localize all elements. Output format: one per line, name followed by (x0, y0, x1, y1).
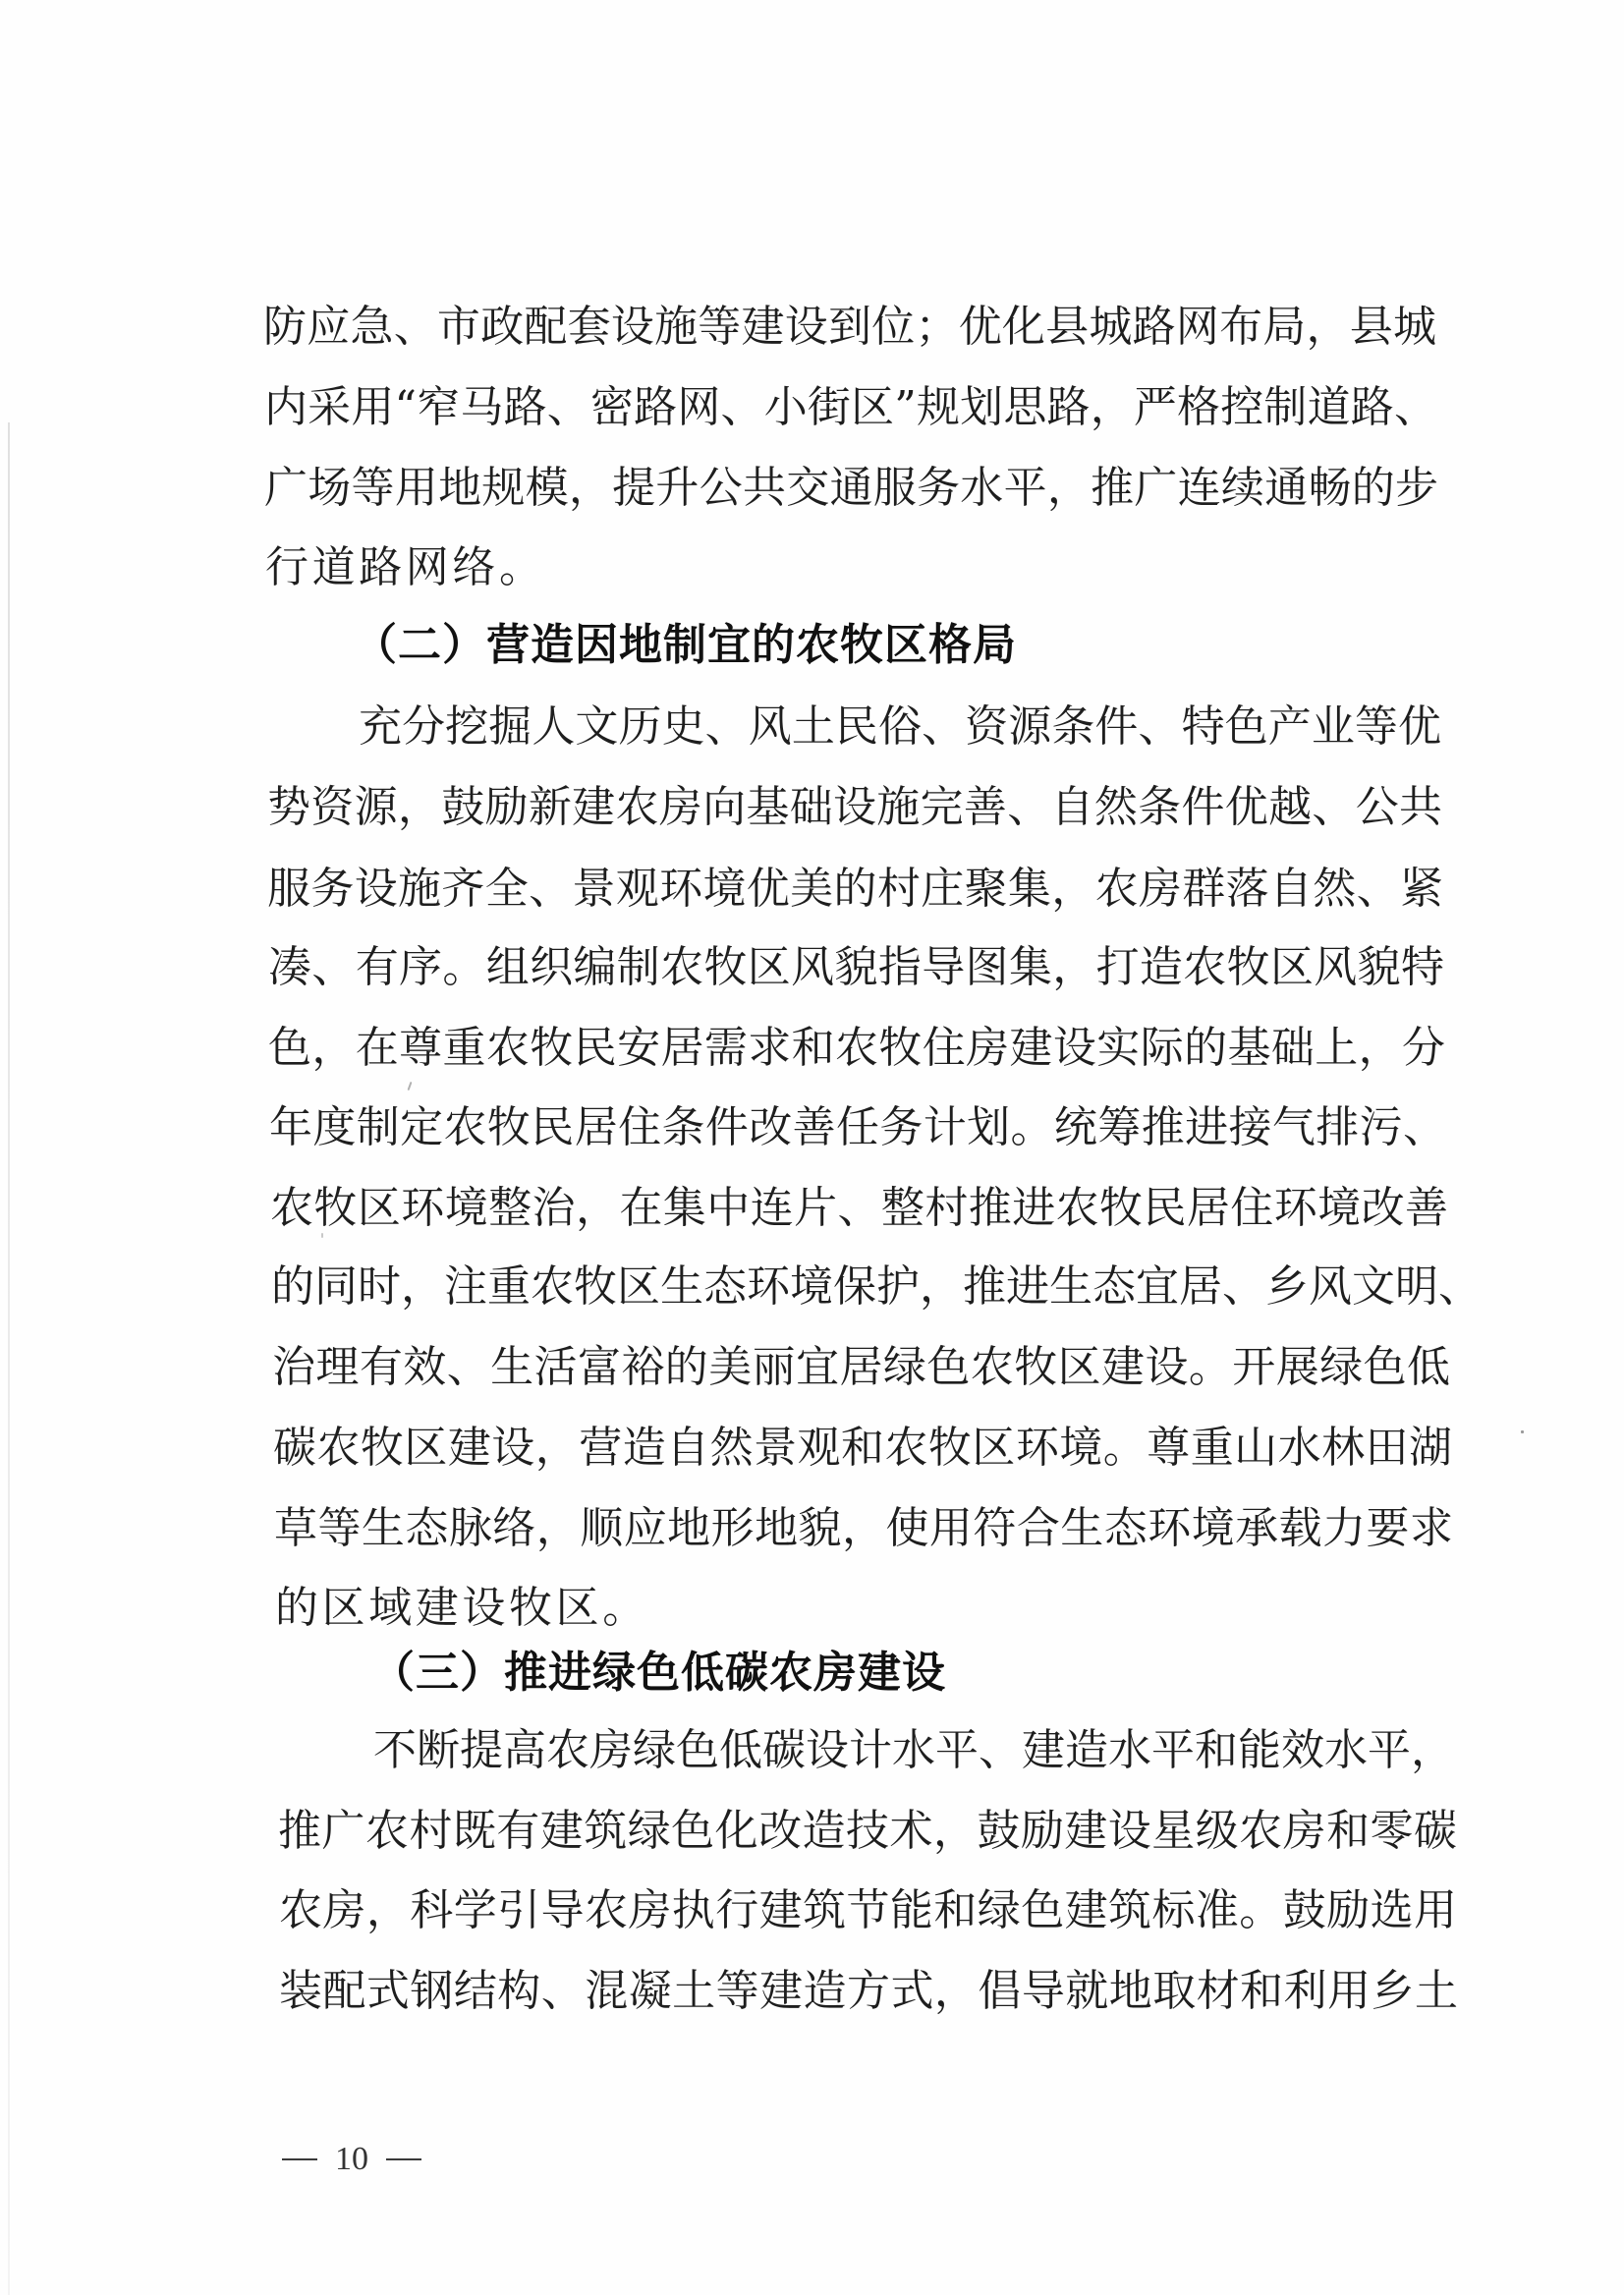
body-text-line: 凑、有序。组织编制农牧区风貌指导图集，打造农牧区风貌特 (268, 942, 1444, 992)
body-text-line: 广场等用地规模，提升公共交通服务水平，推广连续通畅的步 (264, 463, 1438, 513)
body-text-line: 充分挖掘人文历史、风土民俗、资源条件、特色产业等优 (359, 701, 1441, 752)
body-text-line: 行道路网络。 (265, 542, 546, 592)
dash-right (386, 2158, 421, 2160)
scan-speck (1521, 1430, 1524, 1433)
body-text-line: 治理有效、生活富裕的美丽宜居绿色农牧区建设。开展绿色低 (272, 1342, 1450, 1392)
section-heading-3: （三）推进绿色低碳农房建设 (371, 1648, 946, 1698)
body-text-line: 服务设施齐全、景观环境优美的村庄聚集，农房群落自然、紧 (267, 864, 1443, 914)
body-text-line: 势资源，鼓励新建农房向基础设施完善、自然条件优越、公共 (267, 782, 1442, 832)
body-text-line: 色，在尊重农牧民安居需求和农牧住房建设实际的基础上，分 (268, 1023, 1445, 1073)
dash-left (282, 2158, 317, 2160)
body-text-line: 农房，科学引导农房执行建筑节能和绿色建筑标准。鼓励选用 (279, 1885, 1457, 1935)
body-text-line: 年度制定农牧民居住条件改善任务计划。统筹推进接气排污、 (269, 1102, 1446, 1152)
page-number-value: 10 (335, 2141, 368, 2177)
body-text-line: 碳农牧区建设，营造自然景观和农牧区环境。尊重山水林田湖 (273, 1423, 1452, 1473)
body-text-line: 内采用“窄马路、密路网、小街区”规划思路，严格控制道路、 (264, 382, 1437, 432)
body-text-line: 不断提高农房绿色低碳设计水平、建造水平和能效水平， (373, 1725, 1454, 1775)
body-text-line: 的同时，注重农牧区生态环境保护，推进生态宜居、乡风文明、 (271, 1261, 1482, 1312)
page-number (282, 2140, 421, 2179)
body-text-line: 防应急、市政配套设施等建设到位；优化县城路网布局，县城 (263, 302, 1436, 352)
scan-speck (408, 1082, 413, 1091)
body-text-line: 草等生态脉络，顺应地形地貌，使用符合生态环境承载力要求 (274, 1503, 1453, 1553)
section-heading-2: （二）营造因地制宜的农牧区格局 (354, 620, 1017, 670)
scan-speck (321, 1233, 323, 1238)
body-text-line: 推广农村既有建筑绿色化改造技术，鼓励建设星级农房和零碳 (278, 1806, 1457, 1856)
body-text-line: 的区域建设牧区。 (275, 1583, 649, 1633)
body-text-line: 农牧区环境整治，在集中连片、整村推进农牧民居住环境改善 (270, 1183, 1448, 1233)
scan-edge-artifact (8, 422, 10, 2295)
body-text-line: 装配式钢结构、混凝土等建造方式，倡导就地取材和利用乡土 (279, 1966, 1458, 2016)
